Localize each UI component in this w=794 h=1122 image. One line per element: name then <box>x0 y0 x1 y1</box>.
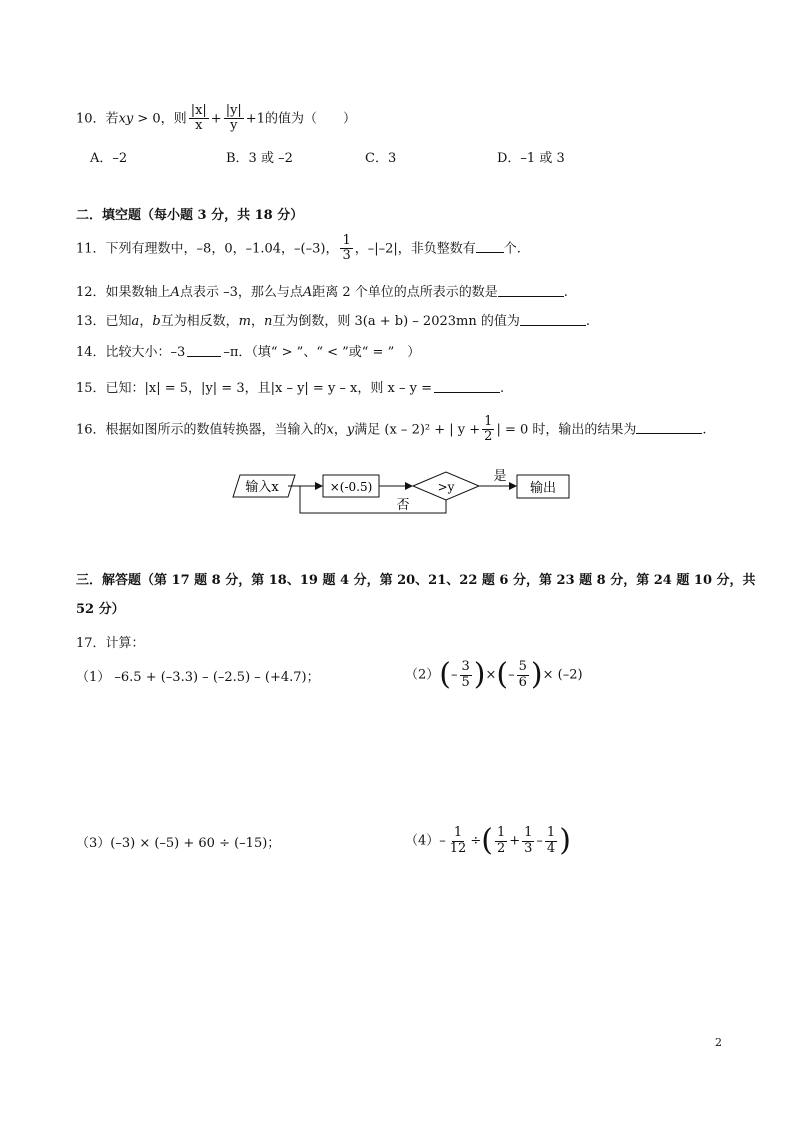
question-number: 10． <box>76 111 106 127</box>
number-converter-flowchart <box>0 464 794 524</box>
minus-sign: – <box>508 667 515 683</box>
paren-open: ( <box>496 657 509 692</box>
comma: ， <box>251 314 265 329</box>
period: . <box>585 314 590 329</box>
paren-open: ( <box>439 657 451 692</box>
paren-close: ) <box>530 657 543 692</box>
q13-var-b: b <box>152 314 161 329</box>
minus-sign: – <box>439 833 446 849</box>
q13-var-m: m <box>238 314 251 329</box>
q11-text-c: 个. <box>503 241 521 257</box>
denominator: 5 <box>461 674 470 690</box>
denominator: 2 <box>484 429 493 445</box>
part-label: （4） <box>405 833 440 849</box>
no-label: 否 <box>396 498 410 513</box>
q12-text-b: 点表示 –3，那么与点 <box>179 285 303 300</box>
fraction-1-3 <box>522 826 534 856</box>
numerator: 1 <box>524 825 533 841</box>
q16-var-x: x <box>326 422 334 438</box>
times-sign: × <box>485 667 497 683</box>
numerator: 1 <box>484 414 493 429</box>
section-3-title-continued: 52 分） <box>76 602 125 617</box>
q13-var-a: a <box>131 314 140 329</box>
answer-blank[interactable] <box>520 313 586 326</box>
paren-close: ) <box>473 657 486 692</box>
q10-lead: 若 <box>105 111 119 127</box>
question-10 <box>76 104 356 134</box>
fraction-abs-y-over-y <box>224 104 244 134</box>
denominator: 4 <box>546 840 556 856</box>
fraction-1-12 <box>448 826 469 856</box>
denominator: 3 <box>342 248 351 264</box>
fraction-one-third <box>340 234 352 264</box>
question-15 <box>76 380 504 395</box>
option-c: C．3 <box>365 151 397 166</box>
question-16 <box>76 415 707 445</box>
numerator: |x| <box>190 103 207 118</box>
question-17-title: 17．计算： <box>76 636 145 651</box>
numerator: 1 <box>546 825 556 841</box>
fraction-1-4 <box>545 826 557 856</box>
part-label: （2） <box>405 667 440 683</box>
q13-text: 13．已知 <box>76 314 132 329</box>
option-a: A．–2 <box>90 151 128 166</box>
output-label: 输出 <box>529 481 557 496</box>
divide-sign: ÷ <box>470 833 482 849</box>
numerator: 1 <box>496 825 506 841</box>
fraction-3-5 <box>460 660 472 690</box>
answer-blank[interactable] <box>498 284 564 297</box>
denominator: 2 <box>496 840 506 856</box>
q13-var-n: n <box>264 314 273 329</box>
q11-text-b: ，–|–2|，非负整数有 <box>354 241 476 257</box>
section-3-title: 三．解答题（第 17 题 8 分，第 18、19 题 4 分，第 20、21、22 题 6 分，第 23 题 8 分，第 24 题 10 分，共 <box>76 573 756 588</box>
q17-part-2 <box>405 657 583 692</box>
plus-sign: + <box>210 111 222 127</box>
input-label: 输入x <box>245 480 279 495</box>
answer-blank[interactable] <box>187 344 221 357</box>
q16-text-c: 满足 (x – 2)² + | y + <box>354 422 481 438</box>
q12-text-c: 距离 2 个单位的点所表示的数是 <box>312 285 498 300</box>
q12-text: 12．如果数轴上 <box>76 285 171 300</box>
option-d: D．–1 或 3 <box>497 151 565 166</box>
q16-var-y: y <box>346 422 355 438</box>
fraction-one-half <box>482 415 494 445</box>
answer-blank[interactable] <box>434 380 500 393</box>
fraction-abs-x-over-x <box>189 104 209 134</box>
q16-text: 16．根据如图所示的数值转换器，当输入的 <box>76 422 327 438</box>
answer-blank[interactable] <box>476 240 504 253</box>
fraction-1-2 <box>495 826 507 856</box>
comma: ， <box>139 314 153 329</box>
q13-text-e: 互为倒数，则 3(a + b) – 2023mn 的值为 <box>272 314 520 329</box>
q17-p2-tail: × (–2) <box>542 667 583 683</box>
denominator: 6 <box>518 674 527 690</box>
period: . <box>563 285 568 300</box>
paren-open: ( <box>481 823 493 858</box>
minus-sign: – <box>536 833 543 849</box>
q16-text-d: | = 0 时，输出的结果为 <box>496 422 637 438</box>
q14-text-b: –π．（填“ > ”、“ < ”或“ = ” ） <box>223 345 421 360</box>
yes-label: 是 <box>493 469 507 484</box>
answer-blank[interactable] <box>636 421 702 434</box>
question-13 <box>76 313 590 328</box>
numerator: 1 <box>453 825 463 841</box>
loop-back-line <box>300 486 446 513</box>
multiply-label: ×(-0.5) <box>329 480 373 494</box>
q10-var-xy: xy <box>118 111 134 127</box>
question-12 <box>76 284 568 299</box>
numerator: 1 <box>342 233 351 248</box>
q11-text: 11．下列有理数中，–8，0，–1.04，–(–3)， <box>76 241 339 257</box>
denominator: 12 <box>449 840 467 856</box>
compare-label: >y <box>437 480 455 494</box>
q17-part-1: （1） –6.5 + (–3.3) – (–2.5) – (+4.7)； <box>76 670 320 685</box>
minus-sign: – <box>451 667 458 683</box>
question-14 <box>76 344 420 359</box>
q15-text: 15．已知：|x| = 5，|y| = 3，且|x – y| = y – x，则 x – y = <box>76 381 432 396</box>
q10-tail: +1的值为（ ） <box>245 111 356 127</box>
fraction-5-6 <box>517 660 529 690</box>
numerator: 3 <box>461 659 470 675</box>
period: . <box>500 381 505 396</box>
question-11 <box>76 234 521 264</box>
denominator: y <box>230 118 238 134</box>
option-b: B．3 或 –2 <box>226 151 293 166</box>
denominator: 3 <box>524 840 533 856</box>
denominator: x <box>195 118 203 134</box>
q17-part-3: （3）(–3) × (–5) + 60 ÷ (–15)； <box>76 836 281 851</box>
comma: ， <box>333 422 347 438</box>
q10-cond: > 0，则 <box>133 111 187 127</box>
q17-part-4 <box>405 823 571 858</box>
plus-sign: + <box>509 833 521 849</box>
paren-close: ) <box>559 823 571 858</box>
page-number: 2 <box>715 1036 722 1049</box>
numerator: |y| <box>225 103 242 118</box>
section-2-title: 二．填空题（每小题 3 分，共 18 分） <box>76 208 304 223</box>
q13-text-c: 互为相反数， <box>160 314 239 329</box>
q14-text: 14．比较大小：–3 <box>76 345 186 360</box>
q12-var-a2: A <box>302 285 313 300</box>
q12-var-a: A <box>170 285 180 300</box>
numerator: 5 <box>518 659 527 675</box>
period: . <box>702 422 707 438</box>
